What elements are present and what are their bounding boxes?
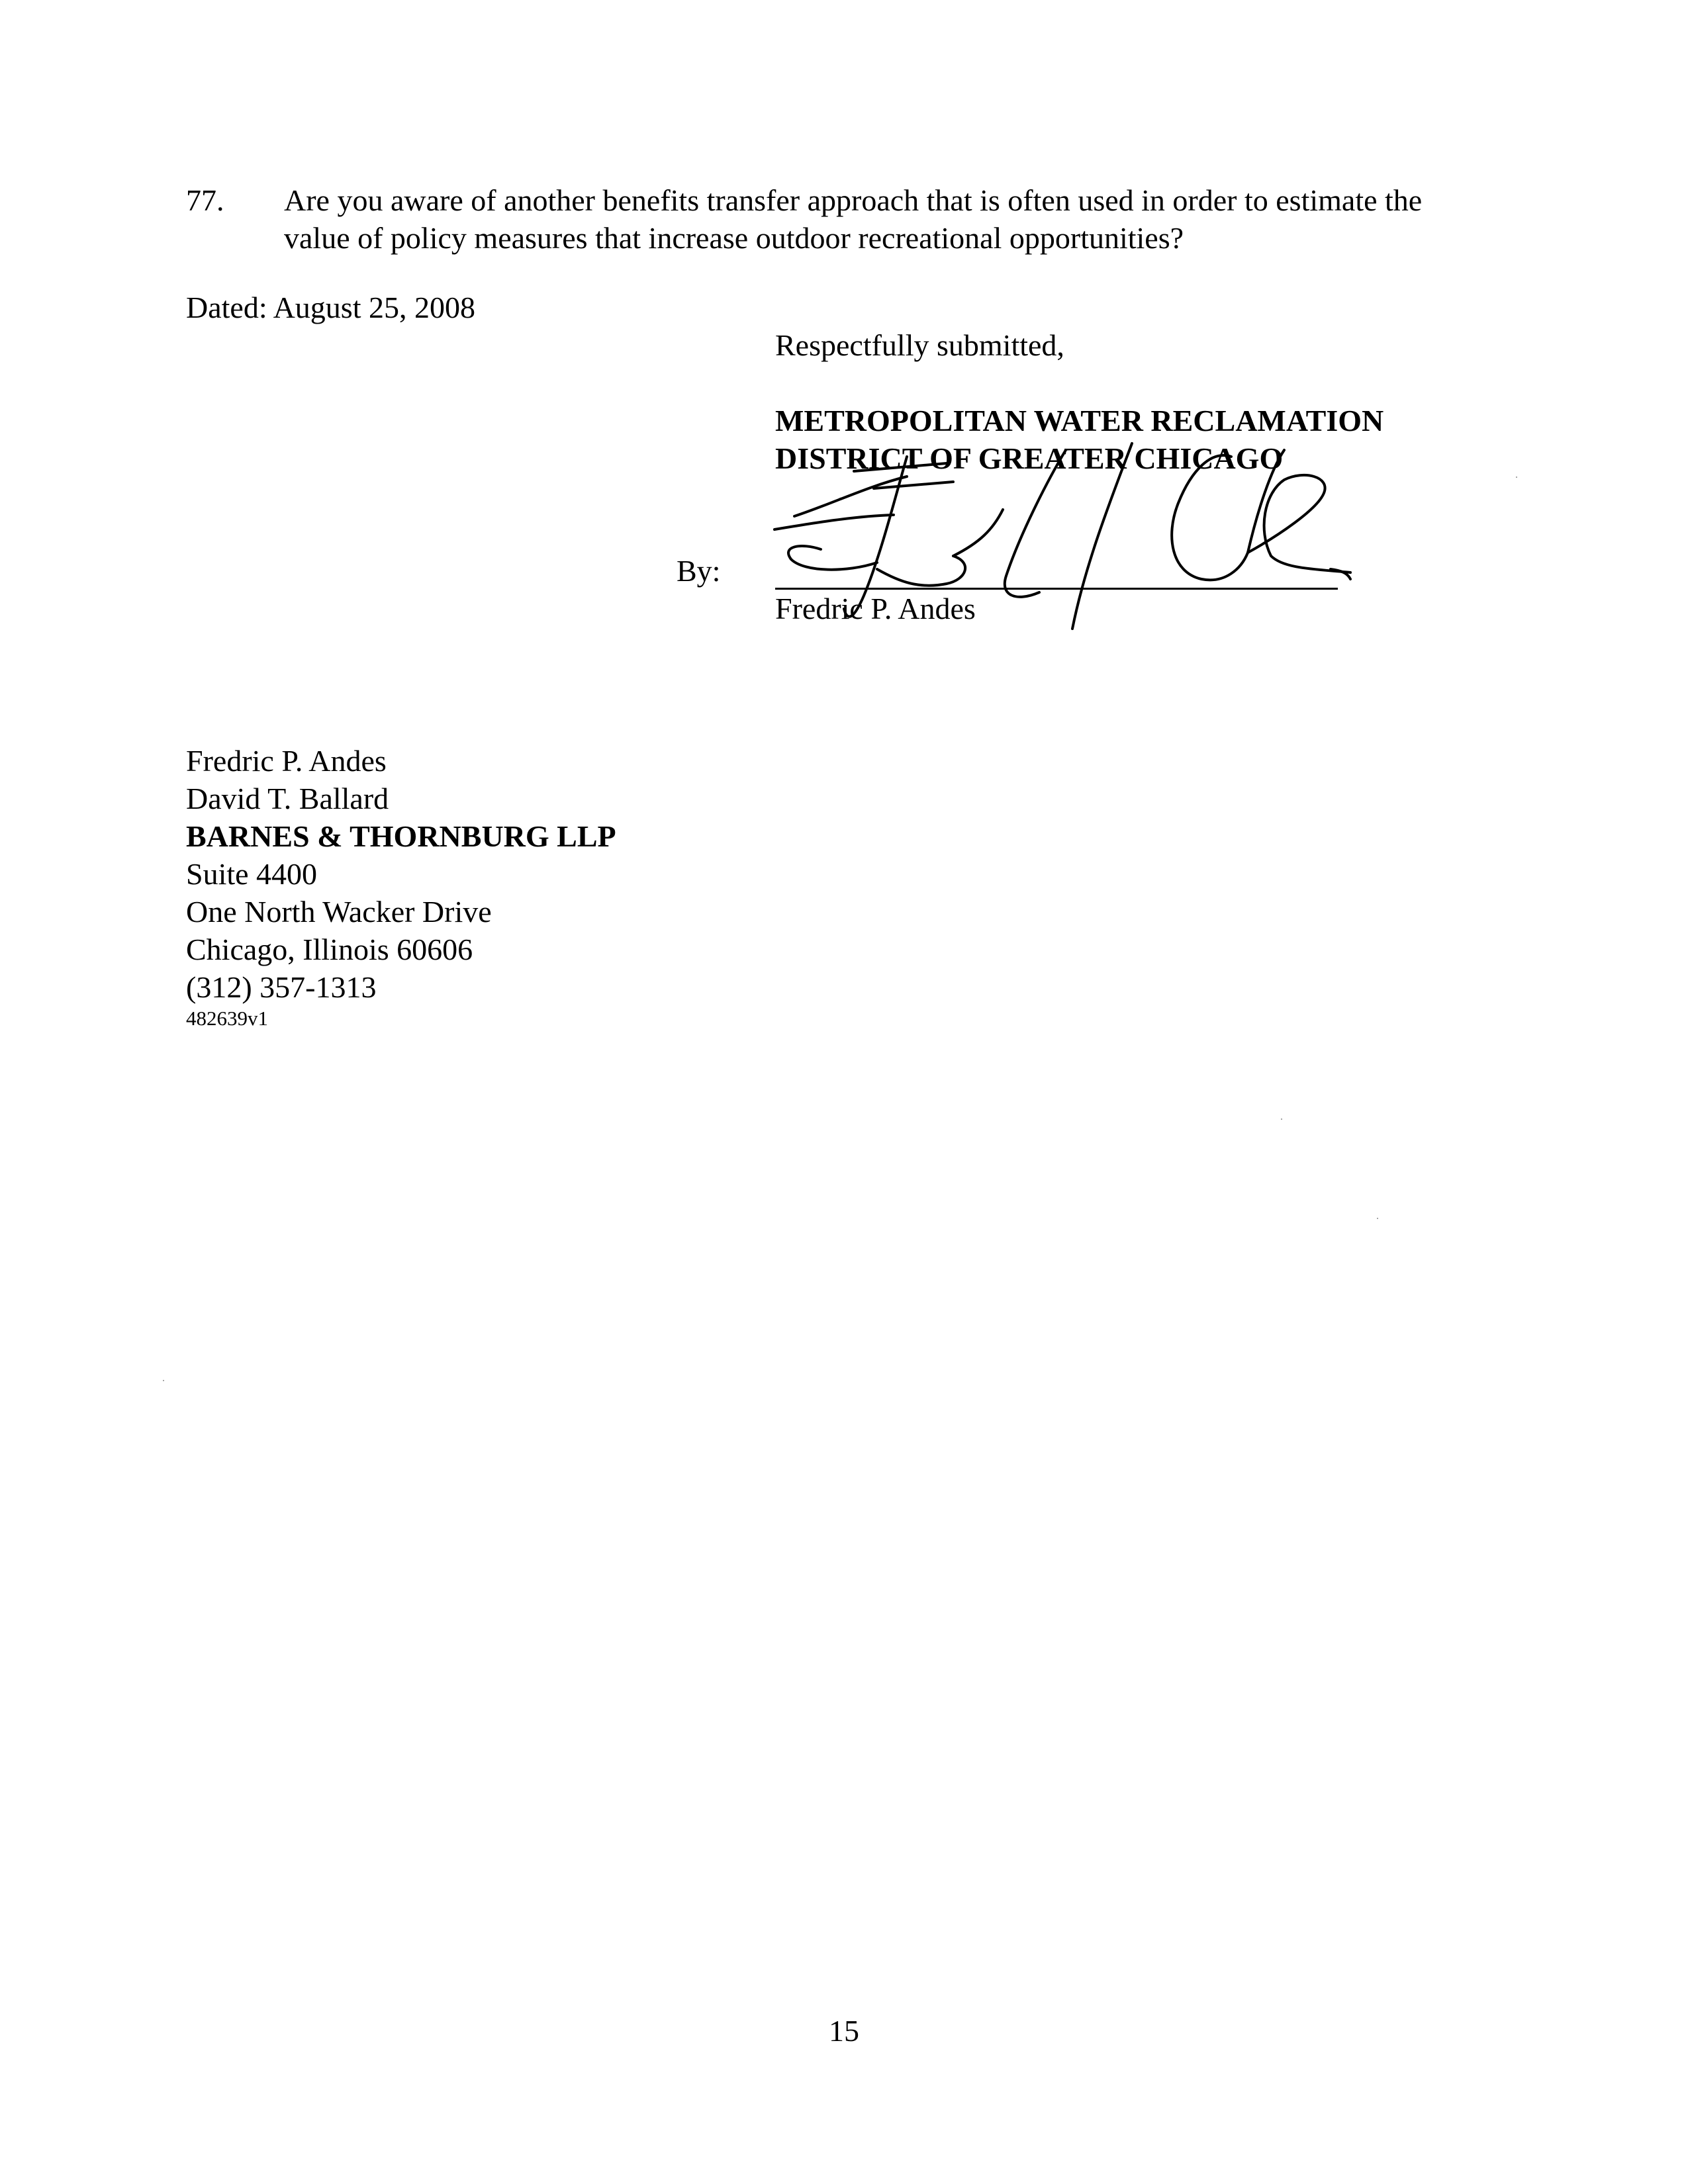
address-suite: Suite 4400 (186, 857, 318, 891)
counsel-name-1: Fredric P. Andes (186, 744, 387, 778)
address-city: Chicago, Illinois 60606 (186, 933, 473, 966)
by-label: By: (677, 554, 721, 588)
scan-speck (1516, 477, 1517, 478)
dated-line: Dated: August 25, 2008 (186, 291, 475, 324)
document-id: 482639v1 (186, 1007, 268, 1030)
organization-name-line1: METROPOLITAN WATER RECLAMATION (775, 404, 1384, 437)
law-firm-name: BARNES & THORNBURG LLP (186, 819, 616, 853)
phone-number: (312) 357-1313 (186, 970, 377, 1004)
closing-text: Respectfully submitted, (775, 328, 1064, 362)
scan-speck (163, 1380, 164, 1381)
handwritten-signature (755, 430, 1364, 642)
question-text: Are you aware of another benefits transfer approach that is often used in order to estimate the value of policy measures that increase outdoor recreational opportunities? (284, 183, 1423, 255)
page-number: 15 (829, 2014, 859, 2048)
scan-speck (1281, 1118, 1282, 1120)
scan-speck (1377, 1218, 1378, 1219)
question-number: 77. (186, 183, 224, 217)
signer-name: Fredric P. Andes (775, 592, 976, 625)
address-street: One North Wacker Drive (186, 895, 492, 929)
counsel-name-2: David T. Ballard (186, 782, 389, 815)
organization-name-line2: DISTRICT OF GREATER CHICAGO (775, 441, 1284, 475)
